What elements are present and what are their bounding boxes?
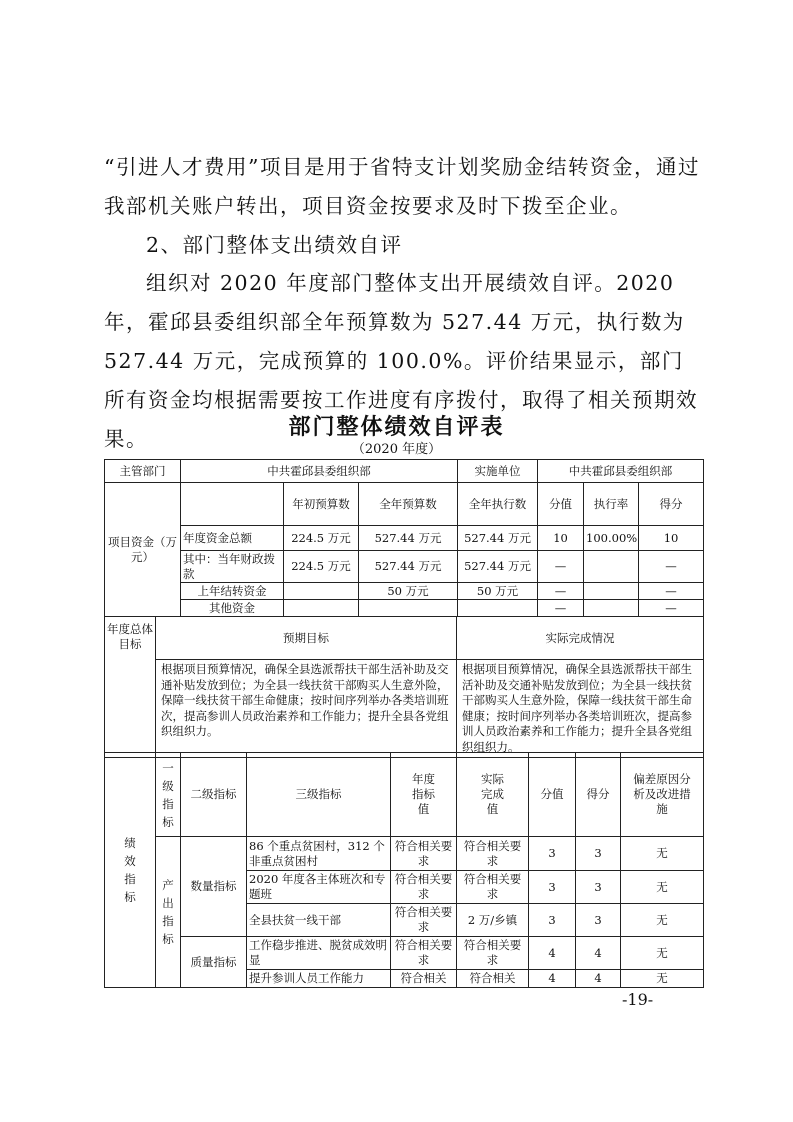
section-heading: 2、部门整体支出绩效自评 bbox=[146, 233, 403, 257]
perf-cell: 符合相关 bbox=[391, 970, 457, 988]
perf-cell: 无 bbox=[621, 970, 704, 988]
funds-row bbox=[105, 600, 704, 617]
funds-cell: — bbox=[639, 583, 704, 600]
perf-cell: 符合相关要求 bbox=[457, 937, 529, 970]
goals-header-row bbox=[105, 617, 704, 660]
funds-header-row bbox=[105, 483, 704, 526]
funds-header bbox=[181, 483, 284, 526]
funds-header: 全年执行数 bbox=[458, 483, 538, 526]
goal-actual: 根据项目预算情况，确保全县选派帮扶干部生活补助及交通补贴发放到位；为全县一线扶贫干部购买人生意外险，保障一线扶贫干部生命健康；按时间序列举办各类培训班次，提高参训人员政治素养和工作能力；提升全县各党组织组织力。 bbox=[457, 660, 704, 758]
perf-cell: 无 bbox=[621, 937, 704, 970]
goal-expected-header: 预期目标 bbox=[156, 617, 457, 660]
funds-row bbox=[105, 526, 704, 551]
funds-header: 全年预算数 bbox=[359, 483, 458, 526]
perf-cell: 符合相关要求 bbox=[391, 904, 457, 937]
goal-expected: 根据项目预算情况，确保全县选派帮扶干部生活补助及交通补贴发放到位；为全县一线扶贫干部购买人生意外险，保障一线扶贫干部生命健康；按时间序列举办各类培训班次，提高参训人员政治素养和工作能力；提升全县各党组织组织力。 bbox=[156, 660, 457, 758]
goals-content-row bbox=[105, 660, 704, 758]
funds-cell: 224.5 万元 bbox=[284, 526, 359, 551]
perf-cell: 符合相关要求 bbox=[391, 837, 457, 871]
perf-cell: 提升参训人员工作能力 bbox=[247, 970, 391, 988]
dept-row bbox=[105, 460, 704, 483]
funds-cell: 50 万元 bbox=[359, 583, 458, 600]
funds-cell: 10 bbox=[538, 526, 584, 551]
funds-cell: — bbox=[538, 551, 584, 583]
funds-cell bbox=[284, 600, 359, 617]
perf-label: 绩效指标 bbox=[105, 753, 156, 988]
dept-label: 主管部门 bbox=[105, 460, 181, 483]
perf-header: 一级指标 bbox=[156, 753, 181, 837]
funds-cell bbox=[584, 600, 639, 617]
funds-cell: 年度资金总额 bbox=[181, 526, 284, 551]
funds-cell: 10 bbox=[639, 526, 704, 551]
perf-cell: 4 bbox=[576, 937, 621, 970]
perf-cell: 3 bbox=[529, 904, 576, 937]
perf-cell: 2020 年度各主体班次和专题班 bbox=[247, 871, 391, 904]
funds-cell: 100.00% bbox=[584, 526, 639, 551]
funds-header: 执行率 bbox=[584, 483, 639, 526]
perf-header-row bbox=[105, 753, 704, 837]
perf-cell: 4 bbox=[576, 970, 621, 988]
perf-cell: 2 万/乡镇 bbox=[457, 904, 529, 937]
paragraph-overall-evaluation: 组织对 2020 年度部门整体支出开展绩效自评。2020 年，霍邱县委组织部全年预算数为 527.44 万元，执行数为 527.44 万元，完成预算的 100.0%。评价结果显示，部门所有资金均根据需要按工作进度有序拨付，取得了相关预期效果。 bbox=[104, 271, 698, 451]
perf-header: 得分 bbox=[576, 753, 621, 837]
funds-cell: 其中：当年财政拨款 bbox=[181, 551, 284, 583]
funds-cell: 527.44 万元 bbox=[458, 526, 538, 551]
funds-cell bbox=[458, 600, 538, 617]
perf-header: 三级指标 bbox=[247, 753, 391, 837]
perf-header: 分值 bbox=[529, 753, 576, 837]
funds-cell bbox=[584, 551, 639, 583]
level1-label: 产出指标 bbox=[156, 837, 181, 988]
funds-row bbox=[105, 551, 704, 583]
perf-cell: 符合相关要求 bbox=[391, 937, 457, 970]
perf-header: 偏差原因分析及改进措施 bbox=[621, 753, 704, 837]
funds-header: 得分 bbox=[639, 483, 704, 526]
perf-cell: 工作稳步推进、脱贫成效明显 bbox=[247, 937, 391, 970]
impl-label: 实施单位 bbox=[458, 460, 538, 483]
funds-cell: 527.44 万元 bbox=[458, 551, 538, 583]
funds-cell: 224.5 万元 bbox=[284, 551, 359, 583]
funds-cell bbox=[359, 600, 458, 617]
perf-header: 实际完成值 bbox=[457, 753, 529, 837]
funds-table bbox=[104, 459, 704, 617]
perf-cell: 3 bbox=[576, 904, 621, 937]
impl-value: 中共霍邱县委组织部 bbox=[538, 460, 704, 483]
table-subtitle: （2020 年度） bbox=[351, 442, 442, 457]
funds-cell: — bbox=[538, 583, 584, 600]
dept-value: 中共霍邱县委组织部 bbox=[181, 460, 458, 483]
funds-row bbox=[105, 583, 704, 600]
funds-cell: — bbox=[639, 551, 704, 583]
perf-row bbox=[105, 937, 704, 970]
table-title: 部门整体绩效自评表 bbox=[288, 415, 505, 440]
funds-cell: 527.44 万元 bbox=[359, 526, 458, 551]
perf-cell: 4 bbox=[529, 970, 576, 988]
perf-cell: 无 bbox=[621, 871, 704, 904]
funds-cell: 527.44 万元 bbox=[359, 551, 458, 583]
goal-label: 年度总体目标 bbox=[105, 617, 156, 758]
funds-header: 分值 bbox=[538, 483, 584, 526]
perf-header: 二级指标 bbox=[181, 753, 247, 837]
perf-cell: 无 bbox=[621, 904, 704, 937]
funds-cell: — bbox=[639, 600, 704, 617]
perf-cell: 3 bbox=[529, 871, 576, 904]
perf-cell: 3 bbox=[576, 837, 621, 871]
performance-table bbox=[104, 752, 704, 988]
perf-cell: 符合相关 bbox=[457, 970, 529, 988]
funds-cell bbox=[284, 583, 359, 600]
goal-actual-header: 实际完成情况 bbox=[457, 617, 704, 660]
perf-cell: 符合相关要求 bbox=[457, 837, 529, 871]
perf-cell: 符合相关要求 bbox=[391, 871, 457, 904]
goals-table bbox=[104, 616, 704, 758]
funds-cell: 上年结转资金 bbox=[181, 583, 284, 600]
level2-label: 数量指标 bbox=[181, 837, 247, 937]
paragraph-talent-fee: “引进人才费用”项目是用于省特支计划奖励金结转资金，通过我部机关账户转出，项目资金按要求及时下拨至企业。 bbox=[104, 155, 700, 218]
perf-cell: 4 bbox=[529, 937, 576, 970]
perf-row bbox=[105, 837, 704, 871]
funds-cell: 50 万元 bbox=[458, 583, 538, 600]
funds-cell bbox=[584, 583, 639, 600]
perf-header: 年度指标值 bbox=[391, 753, 457, 837]
funds-label: 项目资金（万元） bbox=[105, 483, 181, 617]
perf-cell: 3 bbox=[529, 837, 576, 871]
funds-header: 年初预算数 bbox=[284, 483, 359, 526]
level2-label: 质量指标 bbox=[181, 937, 247, 988]
perf-cell: 全县扶贫一线干部 bbox=[247, 904, 391, 937]
perf-cell: 86 个重点贫困村，312 个非重点贫困村 bbox=[247, 837, 391, 871]
perf-cell: 3 bbox=[576, 871, 621, 904]
funds-cell: — bbox=[538, 600, 584, 617]
funds-cell: 其他资金 bbox=[181, 600, 284, 617]
perf-cell: 符合相关要求 bbox=[457, 871, 529, 904]
perf-cell: 无 bbox=[621, 837, 704, 871]
page-number: -19- bbox=[622, 990, 654, 1009]
